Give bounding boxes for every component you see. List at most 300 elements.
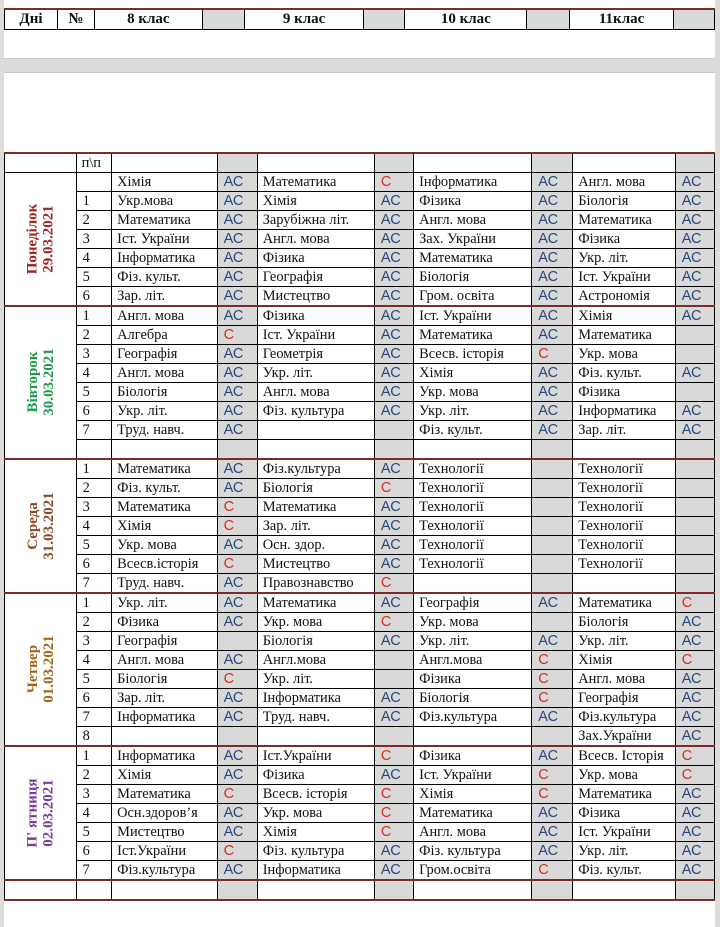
lesson-number: 1	[76, 306, 112, 326]
status-cell: АС	[675, 211, 714, 230]
status-cell	[675, 459, 714, 479]
day-label	[24, 348, 56, 416]
subject-cell: Геометрія	[257, 345, 374, 364]
day-date: 02.03.2021	[40, 778, 57, 847]
status-cell	[217, 632, 257, 651]
subject-cell: Біологія	[414, 268, 532, 287]
subject-cell: Фізика	[573, 804, 675, 823]
status-cell: АС	[532, 804, 573, 823]
subject-cell: Труд. навч.	[112, 574, 217, 594]
subject-cell: Технології	[573, 459, 675, 479]
subject-cell: Фіз.культура	[257, 459, 374, 479]
status-cell: С	[532, 670, 573, 689]
subject-cell: Технології	[573, 479, 675, 498]
subject-cell: Зарубіжна літ.	[257, 211, 374, 230]
schedule-row	[5, 842, 715, 861]
schedule-row	[5, 632, 715, 651]
lesson-number: 1	[76, 593, 112, 613]
lesson-number: 6	[76, 689, 112, 708]
lesson-number: 7	[76, 861, 112, 881]
subject-cell: Хімія	[257, 192, 374, 211]
subject-cell: Укр. мова	[573, 345, 675, 364]
status-cell: С	[374, 173, 413, 192]
pp-row	[5, 153, 715, 173]
status-cell: АС	[217, 383, 257, 402]
status-cell	[532, 555, 573, 574]
schedule-row	[5, 326, 715, 345]
subject-cell: Математика	[112, 785, 217, 804]
subject-cell: Англ. мова	[257, 230, 374, 249]
status-cell: АС	[217, 345, 257, 364]
status-cell: АС	[374, 249, 413, 268]
status-cell	[675, 383, 714, 402]
subject-cell: Фізика	[112, 613, 217, 632]
status-cell: АС	[217, 746, 257, 766]
subject-cell: Всесв. Історія	[573, 746, 675, 766]
subject-cell: Гром.освіта	[414, 861, 532, 881]
subject-cell: Технології	[573, 498, 675, 517]
pp-cell	[675, 153, 714, 173]
lesson-number: 2	[76, 766, 112, 785]
pp-cell	[374, 153, 413, 173]
subject-cell: Фізика	[573, 230, 675, 249]
status-cell: С	[675, 746, 714, 766]
lesson-number: 2	[76, 479, 112, 498]
schedule-row	[5, 708, 715, 727]
subject-cell: Іст. України	[573, 823, 675, 842]
schedule-row	[5, 517, 715, 536]
day-label-cell	[5, 593, 77, 746]
status-cell: С	[217, 517, 257, 536]
schedule-row	[5, 536, 715, 555]
lesson-number	[76, 173, 112, 192]
status-cell: АС	[374, 383, 413, 402]
lesson-number: 5	[76, 670, 112, 689]
schedule-row	[5, 498, 715, 517]
empty-cell	[257, 880, 374, 900]
subject-cell: Зар. літ.	[112, 287, 217, 307]
subject-cell: Мистецтво	[257, 287, 374, 307]
status-cell	[374, 651, 413, 670]
schedule-row	[5, 479, 715, 498]
status-cell: АС	[675, 173, 714, 192]
subject-cell: Математика	[573, 326, 675, 345]
subject-cell: Укр. літ.	[414, 632, 532, 651]
schedule-row	[5, 173, 715, 192]
status-cell: С	[675, 651, 714, 670]
subject-cell: Біологія	[414, 689, 532, 708]
subject-cell: Іст.України	[257, 746, 374, 766]
status-cell: АС	[374, 230, 413, 249]
subject-cell: Інформатика	[257, 689, 374, 708]
status-cell: АС	[675, 842, 714, 861]
schedule-row	[5, 421, 715, 440]
status-cell: АС	[675, 861, 714, 881]
subject-cell: Алгебра	[112, 326, 217, 345]
lesson-number: 4	[76, 249, 112, 268]
status-cell: АС	[532, 173, 573, 192]
schedule-row	[5, 287, 715, 307]
page-2	[4, 72, 715, 927]
subject-cell: Математика	[573, 593, 675, 613]
status-cell: АС	[217, 861, 257, 881]
subject-cell: Фіз. культ.	[573, 364, 675, 383]
status-cell: АС	[532, 383, 573, 402]
status-cell: АС	[532, 326, 573, 345]
status-cell: АС	[532, 402, 573, 421]
status-cell: АС	[532, 746, 573, 766]
status-cell: С	[217, 498, 257, 517]
day-label	[24, 492, 56, 560]
lesson-number: 2	[76, 613, 112, 632]
subject-cell: Укр. мова	[112, 536, 217, 555]
subject-cell	[112, 727, 217, 747]
subject-cell: Біологія	[573, 613, 675, 632]
subject-cell: Фіз. культ.	[112, 268, 217, 287]
status-cell: АС	[532, 249, 573, 268]
subject-cell: Зах.України	[573, 727, 675, 747]
subject-cell: Англ.мова	[257, 651, 374, 670]
subject-cell: Зар. літ.	[112, 689, 217, 708]
subject-cell: Англ. мова	[414, 211, 532, 230]
lesson-number: 6	[76, 842, 112, 861]
pp-label: п\п	[76, 153, 112, 173]
schedule-row	[5, 804, 715, 823]
status-cell: АС	[675, 421, 714, 440]
status-cell: АС	[217, 287, 257, 307]
empty-cell	[675, 880, 714, 900]
subject-cell: Фіз. культура	[257, 842, 374, 861]
subject-cell: Інформатика	[112, 249, 217, 268]
subject-cell: Фіз. культура	[414, 842, 532, 861]
status-cell: АС	[374, 632, 413, 651]
status-cell	[532, 727, 573, 747]
lesson-number: 7	[76, 421, 112, 440]
subject-cell: Астрономія	[573, 287, 675, 307]
day-date: 29.03.2021	[40, 204, 57, 273]
status-cell: С	[675, 766, 714, 785]
empty-cell	[112, 440, 217, 460]
empty-cell	[414, 440, 532, 460]
subject-cell: Правознавство	[257, 574, 374, 594]
subject-cell: Інформатика	[573, 402, 675, 421]
status-cell: АС	[532, 593, 573, 613]
empty-cell	[675, 440, 714, 460]
status-cell: АС	[217, 804, 257, 823]
status-cell: АС	[532, 364, 573, 383]
subject-cell: Укр. мова	[573, 766, 675, 785]
status-cell: АС	[675, 287, 714, 307]
schedule-row	[5, 364, 715, 383]
schedule-row	[5, 689, 715, 708]
subject-cell: Технології	[414, 459, 532, 479]
status-cell: АС	[532, 230, 573, 249]
status-cell: АС	[374, 766, 413, 785]
status-cell: АС	[217, 402, 257, 421]
day-name: П' ятниця	[24, 777, 41, 848]
day-label-cell	[5, 306, 77, 459]
pp-cell	[5, 153, 77, 173]
subject-cell	[257, 421, 374, 440]
subject-cell: Біологія	[257, 632, 374, 651]
status-cell: АС	[675, 364, 714, 383]
subject-cell: Осн.здоров’я	[112, 804, 217, 823]
header-class-8: 8 клас	[94, 9, 202, 30]
subject-cell: Математика	[573, 211, 675, 230]
status-cell: АС	[374, 345, 413, 364]
subject-cell	[257, 727, 374, 747]
status-cell	[675, 555, 714, 574]
subject-cell: Іст.України	[112, 842, 217, 861]
subject-cell: Фіз. культ.	[573, 861, 675, 881]
status-cell	[675, 345, 714, 364]
subject-cell: Іст. України	[573, 268, 675, 287]
status-cell: АС	[374, 708, 413, 727]
status-cell: АС	[675, 230, 714, 249]
status-cell	[675, 498, 714, 517]
subject-cell: Математика	[112, 211, 217, 230]
status-cell: АС	[217, 536, 257, 555]
day-label-cell	[5, 459, 77, 593]
subject-cell: Математика	[257, 173, 374, 192]
subject-cell: Іст. України	[257, 326, 374, 345]
header-class-9: 9 клас	[244, 9, 364, 30]
subject-cell: Фізика	[257, 766, 374, 785]
schedule-row	[5, 555, 715, 574]
status-cell: АС	[217, 364, 257, 383]
subject-cell: Укр. літ.	[414, 402, 532, 421]
schedule-row	[5, 727, 715, 747]
status-cell	[675, 536, 714, 555]
lesson-number: 3	[76, 632, 112, 651]
status-cell: С	[217, 670, 257, 689]
status-cell: АС	[217, 593, 257, 613]
status-cell: С	[374, 613, 413, 632]
subject-cell: Англ. мова	[112, 651, 217, 670]
empty-cell	[532, 440, 573, 460]
subject-cell: Укр. літ.	[112, 593, 217, 613]
lesson-number: 3	[76, 785, 112, 804]
lesson-number: 5	[76, 268, 112, 287]
lesson-number: 3	[76, 498, 112, 517]
subject-cell: Труд. навч.	[257, 708, 374, 727]
subject-cell: Фіз.культура	[573, 708, 675, 727]
day-name: Середа	[24, 501, 41, 550]
subject-cell: Хімія	[414, 364, 532, 383]
subject-cell: Технології	[573, 536, 675, 555]
header-status-cell	[364, 9, 405, 30]
subject-cell: Хімія	[573, 651, 675, 670]
subject-cell: Іст. України	[112, 230, 217, 249]
subject-cell: Гром. освіта	[414, 287, 532, 307]
schedule-row	[5, 402, 715, 421]
subject-cell: Технології	[414, 479, 532, 498]
status-cell: С	[532, 766, 573, 785]
subject-cell	[573, 574, 675, 594]
status-cell	[374, 727, 413, 747]
status-cell	[532, 498, 573, 517]
status-cell	[532, 459, 573, 479]
status-cell: С	[374, 479, 413, 498]
subject-cell: Математика	[257, 498, 374, 517]
status-cell: С	[374, 785, 413, 804]
schedule-row	[5, 306, 715, 326]
subject-cell: Фіз. культура	[257, 402, 374, 421]
day-label	[24, 635, 56, 703]
lesson-number: 1	[76, 459, 112, 479]
subject-cell: Математика	[112, 498, 217, 517]
subject-cell: Англ. мова	[414, 823, 532, 842]
subject-cell: Іст. України	[414, 766, 532, 785]
subject-cell: Зах. України	[414, 230, 532, 249]
page-1-bottom	[4, 0, 715, 59]
status-cell: АС	[374, 593, 413, 613]
subject-cell	[414, 727, 532, 747]
lesson-number: 1	[76, 192, 112, 211]
schedule-row	[5, 593, 715, 613]
status-cell: АС	[374, 326, 413, 345]
lesson-number: 6	[76, 287, 112, 307]
status-cell: АС	[217, 192, 257, 211]
status-cell	[532, 479, 573, 498]
subject-cell: Інформатика	[257, 861, 374, 881]
schedule-row	[5, 651, 715, 670]
schedule-row	[5, 766, 715, 785]
schedule-table	[4, 152, 715, 901]
status-cell: АС	[217, 211, 257, 230]
schedule-row	[5, 861, 715, 881]
subject-cell: Біологія	[573, 192, 675, 211]
subject-cell: Фізика	[414, 670, 532, 689]
status-cell: АС	[217, 249, 257, 268]
status-cell	[532, 613, 573, 632]
status-cell: АС	[532, 421, 573, 440]
lesson-number: 2	[76, 326, 112, 345]
subject-cell: Інформатика	[112, 708, 217, 727]
subject-cell: Мистецтво	[112, 823, 217, 842]
status-cell: АС	[675, 249, 714, 268]
status-cell: АС	[217, 173, 257, 192]
subject-cell: Географія	[257, 268, 374, 287]
subject-cell: Англ. мова	[573, 670, 675, 689]
spacer-row	[5, 440, 715, 460]
subject-cell: Укр. літ.	[573, 842, 675, 861]
status-cell: С	[217, 785, 257, 804]
lesson-number: 5	[76, 536, 112, 555]
subject-cell: Технології	[414, 536, 532, 555]
lesson-number: 2	[76, 211, 112, 230]
subject-cell: Хімія	[257, 823, 374, 842]
schedule-row	[5, 383, 715, 402]
status-cell: АС	[675, 823, 714, 842]
status-cell: АС	[374, 306, 413, 326]
subject-cell: Англ. мова	[112, 364, 217, 383]
status-cell: АС	[675, 402, 714, 421]
subject-cell: Зар. літ.	[573, 421, 675, 440]
pp-cell	[532, 153, 573, 173]
status-cell: АС	[374, 689, 413, 708]
status-cell: АС	[532, 842, 573, 861]
subject-cell: Математика	[414, 249, 532, 268]
status-cell: С	[532, 651, 573, 670]
schedule-row	[5, 823, 715, 842]
subject-cell: Хімія	[414, 785, 532, 804]
subject-cell: Інформатика	[112, 746, 217, 766]
status-cell: С	[532, 785, 573, 804]
status-cell: АС	[675, 632, 714, 651]
subject-cell: Географія	[112, 345, 217, 364]
lesson-number: 6	[76, 402, 112, 421]
subject-cell: Англ. мова	[257, 383, 374, 402]
header-status-cell	[674, 9, 715, 30]
lesson-number: 5	[76, 383, 112, 402]
status-cell: АС	[374, 555, 413, 574]
schedule-row	[5, 249, 715, 268]
status-cell: АС	[532, 632, 573, 651]
day-label	[24, 778, 56, 847]
subject-cell: Географія	[573, 689, 675, 708]
status-cell: АС	[374, 402, 413, 421]
status-cell: С	[217, 555, 257, 574]
lesson-number: 4	[76, 364, 112, 383]
status-cell	[374, 421, 413, 440]
empty-cell	[573, 880, 675, 900]
lesson-number: 8	[76, 727, 112, 747]
header-class-11: 11клас	[570, 9, 674, 30]
lesson-number: 3	[76, 230, 112, 249]
lesson-number: 1	[76, 746, 112, 766]
status-cell: С	[374, 574, 413, 594]
subject-cell: Хімія	[112, 517, 217, 536]
status-cell: АС	[532, 708, 573, 727]
lesson-number: 7	[76, 708, 112, 727]
subject-cell: Англ.мова	[414, 651, 532, 670]
empty-cell	[217, 880, 257, 900]
day-date: 30.03.2021	[40, 348, 57, 416]
schedule-row	[5, 746, 715, 766]
status-cell: АС	[675, 689, 714, 708]
day-date: 31.03.2021	[40, 491, 57, 560]
status-cell: АС	[675, 804, 714, 823]
empty-cell	[5, 880, 77, 900]
schedule-row	[5, 230, 715, 249]
schedule-row	[5, 211, 715, 230]
status-cell	[374, 670, 413, 689]
header-class-10: 10 клас	[405, 9, 527, 30]
subject-cell: Іст. України	[414, 306, 532, 326]
empty-cell	[532, 880, 573, 900]
schedule-row	[5, 574, 715, 594]
subject-cell: Укр. мова	[414, 613, 532, 632]
subject-cell: Укр. літ.	[257, 670, 374, 689]
day-label-cell	[5, 173, 77, 307]
subject-cell: Укр.мова	[112, 192, 217, 211]
day-name: Понеділок	[24, 203, 41, 274]
subject-cell: Укр. літ.	[112, 402, 217, 421]
status-cell: АС	[532, 192, 573, 211]
subject-cell: Технології	[414, 517, 532, 536]
status-cell	[675, 574, 714, 594]
status-cell: АС	[675, 785, 714, 804]
status-cell: АС	[217, 479, 257, 498]
status-cell: АС	[675, 613, 714, 632]
status-cell	[217, 727, 257, 747]
subject-cell: Технології	[573, 555, 675, 574]
subject-cell: Фіз.культура	[112, 861, 217, 881]
subject-cell: Укр. літ.	[257, 364, 374, 383]
status-cell: АС	[374, 287, 413, 307]
subject-cell: Фізика	[414, 746, 532, 766]
